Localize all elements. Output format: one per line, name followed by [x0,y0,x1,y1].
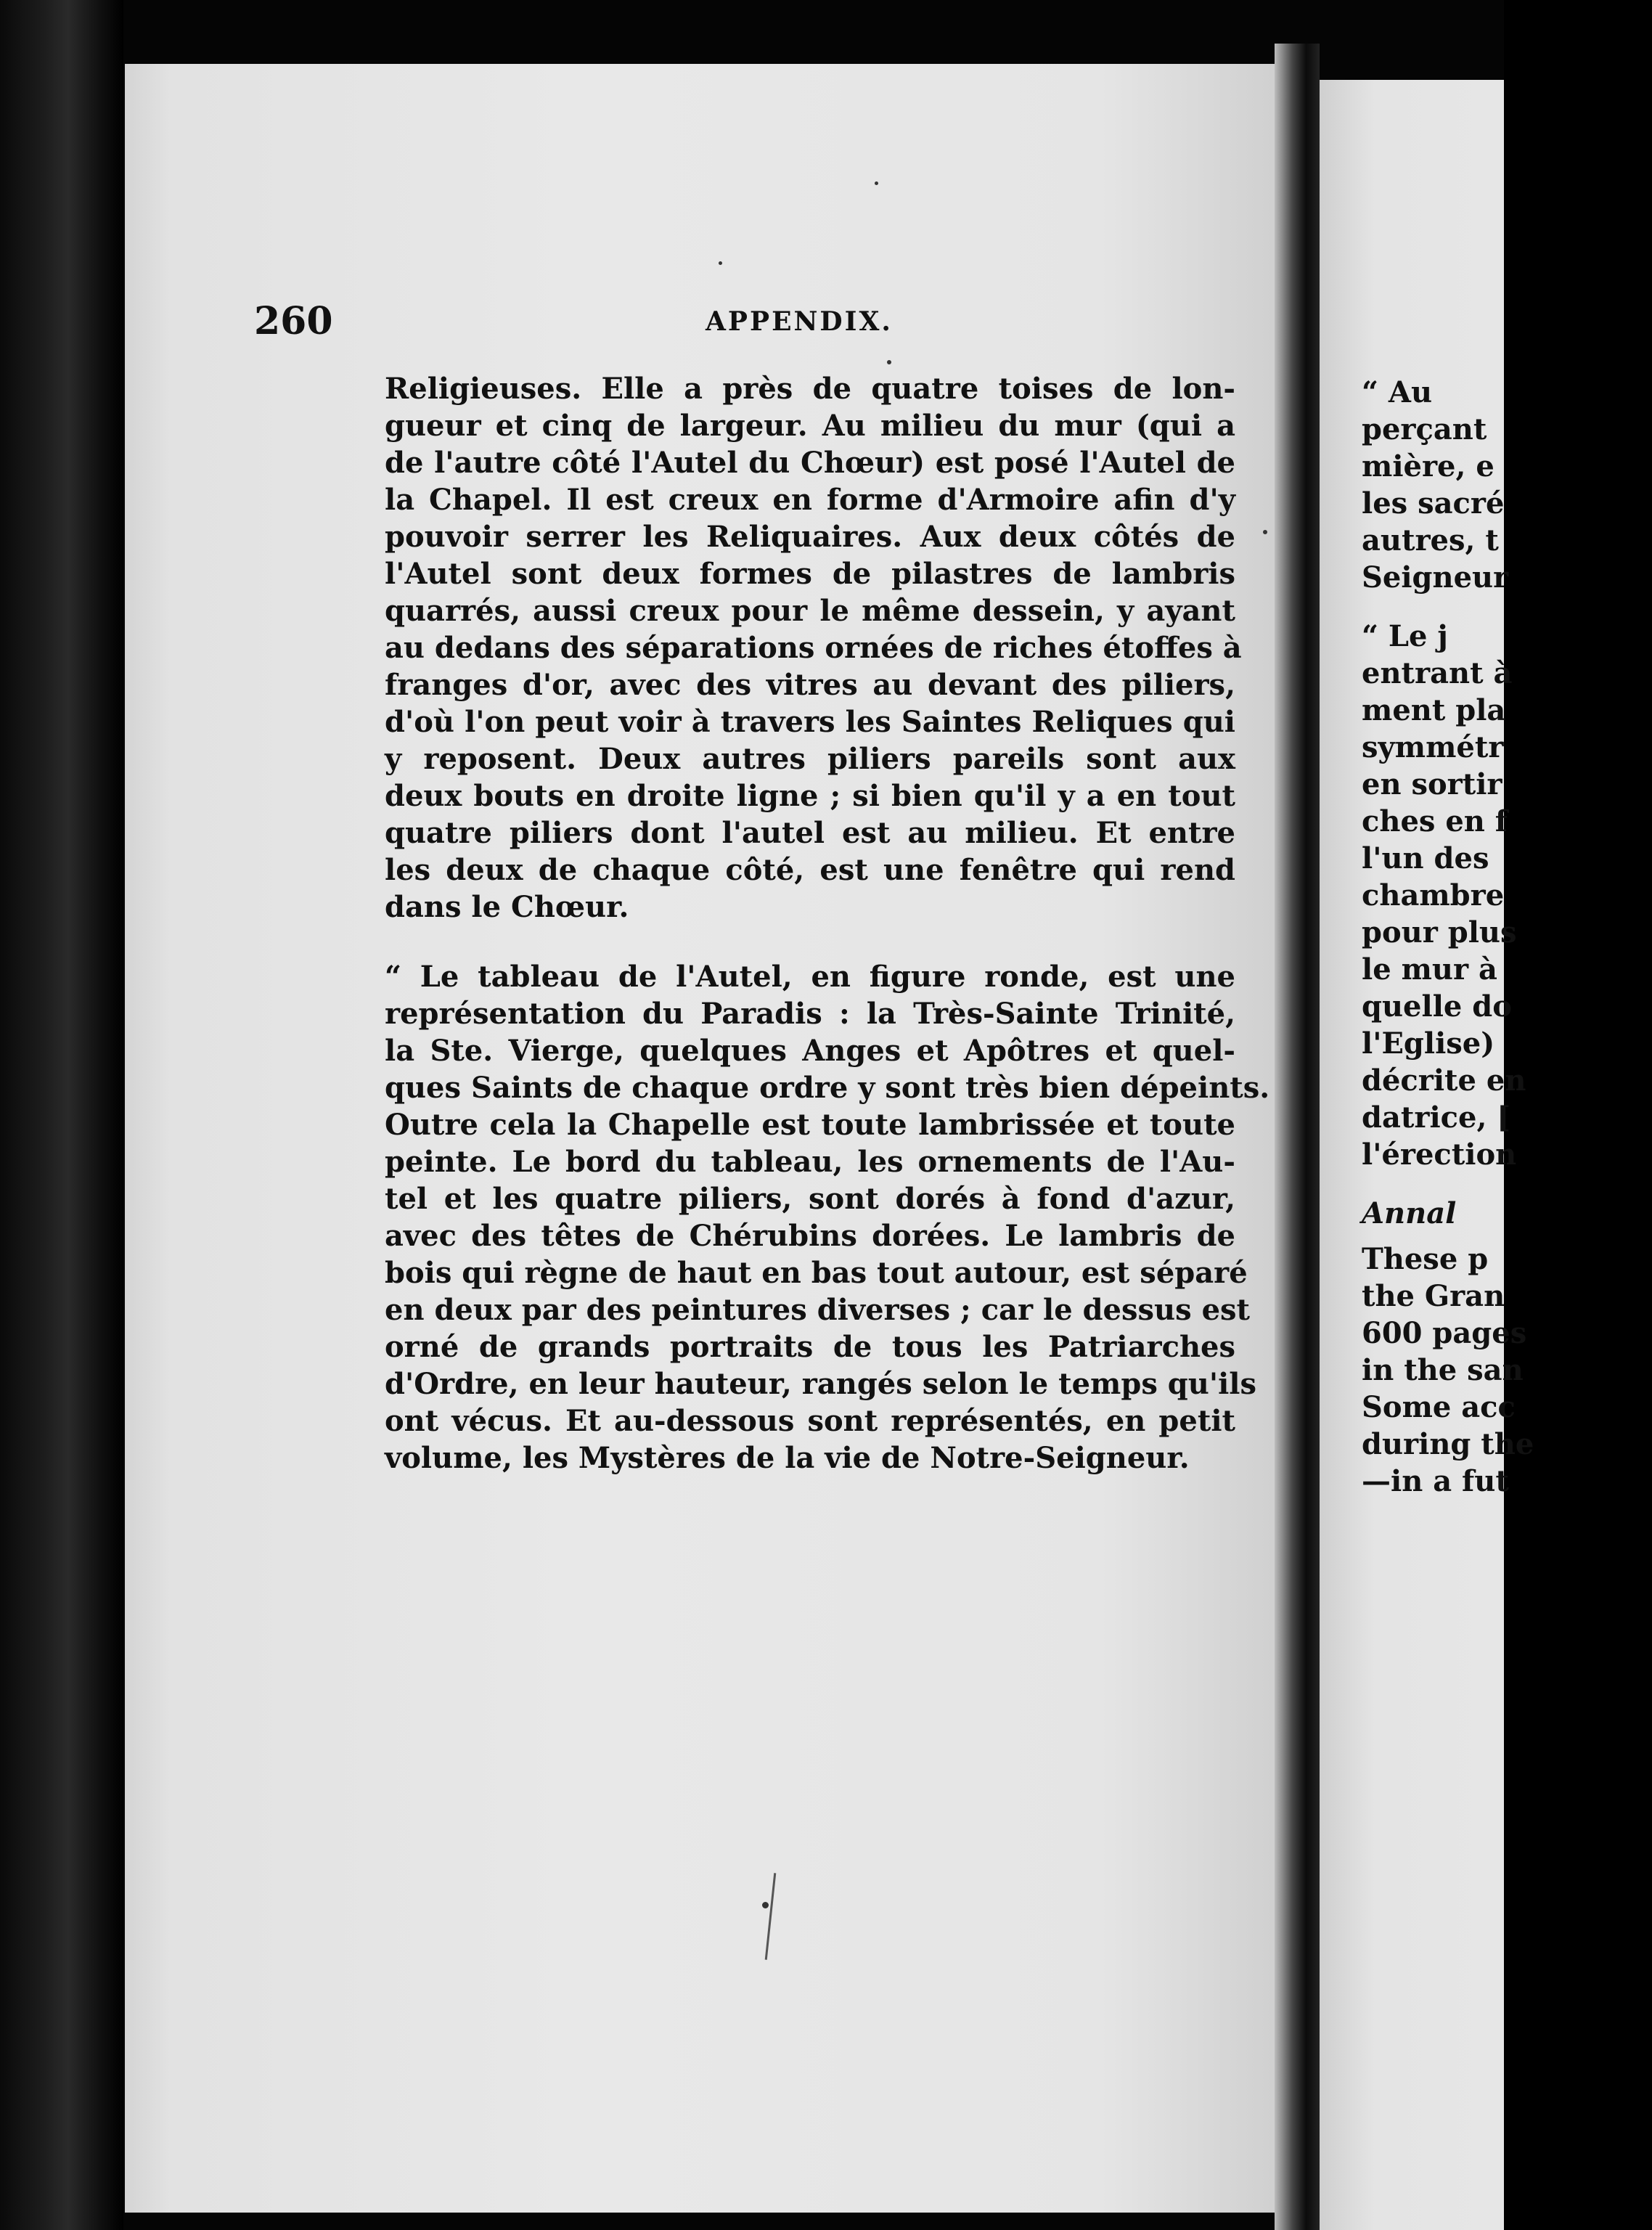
text-line: perçant [1362,412,1487,446]
text-line: tel et les quatre piliers, sont dorés à fond d'azur, [385,1182,1235,1216]
text-line: gueur et cinq de largeur. Au milieu du mur (qui a [385,409,1235,443]
text-line: dans le Chœur. [385,890,629,924]
scan-speck [875,181,878,185]
text-line: quarrés, aussi creux pour le même dessein, y ayant [385,594,1235,628]
text-line: d'où l'on peut voir à travers les Saintes Reliques qui [385,705,1235,739]
paragraph-gap [385,926,1235,958]
book-spine [0,0,123,2230]
text-line: l'érection [1362,1138,1517,1172]
text-line: le mur à [1362,952,1497,987]
text-line: Some acc [1362,1390,1516,1424]
text-line: quatre piliers dont l'autel est au milieu. Et entre [385,816,1235,850]
text-line: d'Ordre, en leur hauteur, rangés selon le temps qu'ils [385,1367,1256,1401]
text-line: Outre cela la Chapelle est toute lambrissée et toute [385,1108,1235,1142]
text-line: ques Saints de chaque ordre y sont très bien dépeints. [385,1071,1270,1105]
running-head [254,296,1219,347]
text-line: y reposent. Deux autres piliers pareils sont aux [385,742,1235,776]
text-line: peinte. Le bord du tableau, les ornements de l'Au- [385,1145,1235,1179]
text-line: l'Autel sont deux formes de pilastres de lambris [385,557,1235,591]
page-gutter [1275,44,1320,2230]
text-line: en sortir [1362,767,1502,801]
right-page-body [1362,374,1652,1500]
text-line: franges d'or, avec des vitres au devant des piliers, [385,668,1235,702]
text-line: “ Le tableau de l'Autel, en figure ronde, est une [385,960,1235,994]
text-line: datrice, [ [1362,1100,1511,1135]
paragraph-gap [1362,1232,1652,1241]
text-line: ment pla [1362,693,1506,727]
text-line: orné de grands portraits de tous les Patriarches [385,1330,1235,1364]
text-line: ches en f [1362,804,1508,838]
scan-speck [719,261,722,265]
text-line: ont vécus. Et au-dessous sont représentés, en petit [385,1404,1235,1438]
scan-speck [762,1902,769,1908]
text-line: Seigneur [1362,560,1509,595]
text-line: la Ste. Vierge, quelques Anges et Apôtres et quel- [385,1034,1235,1068]
text-line: “ Au [1362,375,1433,409]
text-line: bois qui règne de haut en bas tout autour, est séparé [385,1256,1248,1290]
text-line: les sacré [1362,486,1505,520]
text-line: représentation du Paradis : la Très-Sainte Trinité, [385,997,1235,1031]
paragraph-gap [1362,1173,1652,1195]
text-line: “ Le j [1362,619,1448,653]
text-line: mière, e [1362,449,1494,483]
text-line: l'un des [1362,841,1489,875]
text-line: de l'autre côté l'Autel du Chœur) est posé l'Autel de [385,446,1235,480]
text-line: volume, les Mystères de la vie de Notre-Seigneur. [385,1441,1190,1475]
text-line: l'Eglise) [1362,1026,1495,1061]
paragraph-gap [1362,596,1652,618]
text-line: in the san [1362,1353,1524,1387]
text-line: Annal [1362,1196,1457,1230]
text-line: la Chapel. Il est creux en forme d'Armoire afin d'y [385,483,1235,517]
text-line: deux bouts en droite ligne ; si bien qu'il y a en tout [385,779,1235,813]
text-line: symmétr [1362,730,1504,764]
text-line: avec des têtes de Chérubins dorées. Le lambris de [385,1219,1235,1253]
text-line: entrant à [1362,656,1513,690]
text-line: pour plus [1362,915,1517,949]
text-line: These p [1362,1242,1489,1276]
page-number: 260 [254,299,333,343]
running-head-title: APPENDIX. [706,306,893,337]
text-line: 600 pages [1362,1316,1527,1350]
text-line: au dedans des séparations ornées de riches étoffes à [385,631,1242,665]
left-page-body [385,370,1270,1477]
text-line: Religieuses. Elle a près de quatre toises de lon- [385,372,1235,406]
text-line: chambre [1362,878,1505,912]
text-line: les deux de chaque côté, est une fenêtre qui rend [385,853,1235,887]
text-line: pouvoir serrer les Reliquaires. Aux deux côtés de [385,520,1235,554]
text-line: quelle do [1362,989,1512,1024]
text-line: autres, t [1362,523,1499,558]
scan-speck [1263,530,1267,534]
scan-speck [887,360,891,364]
text-line: during the [1362,1427,1534,1461]
text-line: the Gran [1362,1279,1505,1313]
text-line: décrite en [1362,1063,1526,1098]
text-line: en deux par des peintures diverses ; car le dessus est [385,1293,1251,1327]
text-line: —in a fut [1362,1464,1509,1498]
